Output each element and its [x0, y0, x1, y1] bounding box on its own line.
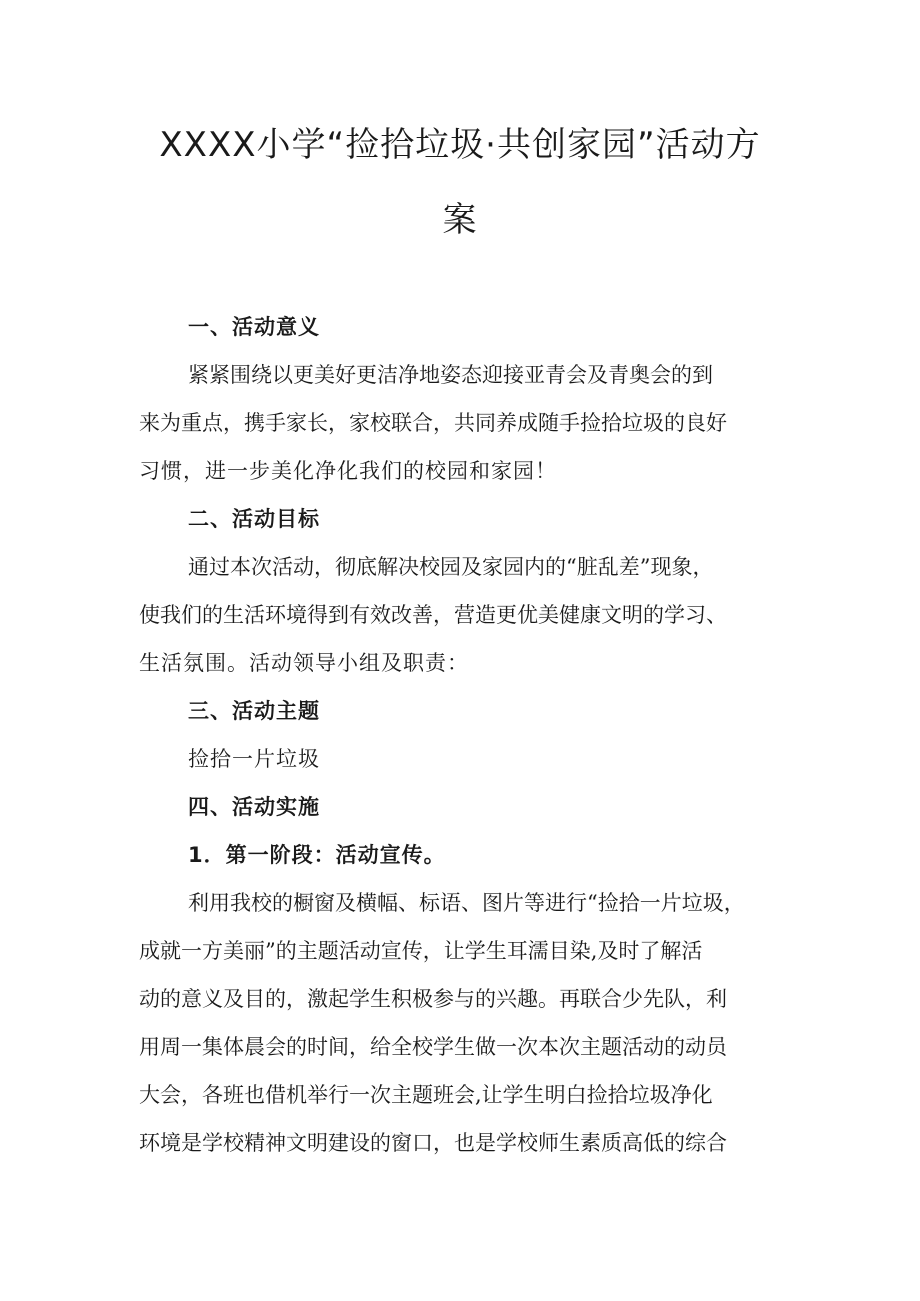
paragraph-line: 用周一集体晨会的时间，给全校学生做一次本次主题活动的动员	[139, 1035, 727, 1059]
section-heading-theme: 三、活动主题	[188, 699, 320, 723]
paragraph-line: 利用我校的橱窗及横幅、标语、图片等进行“捡拾一片垃圾，	[188, 891, 745, 915]
paragraph-line: 成就一方美丽”的主题活动宣传，让学生耳濡目染,及时了解活	[139, 939, 703, 963]
paragraph-line: 习惯，进一步美化净化我们的校园和家园！	[139, 459, 557, 483]
paragraph-line: 紧紧围绕以更美好更洁净地姿态迎接亚青会及青奥会的到	[188, 363, 713, 387]
section-heading-significance: 一、活动意义	[188, 315, 320, 339]
subheading-phase-one: 1．第一阶段：活动宣传。	[188, 843, 446, 867]
paragraph-line: 大会，各班也借机举行一次主题班会,让学生明白捡拾垃圾净化	[139, 1083, 713, 1107]
document-title-line-1: XXXX小学“捡拾垃圾·共创家园”活动方	[159, 125, 761, 165]
section-heading-implementation: 四、活动实施	[188, 795, 320, 819]
paragraph-line: 通过本次活动，彻底解决校园及家园内的“脏乱差”现象，	[188, 555, 714, 579]
paragraph-line: 使我们的生活环境得到有效改善，营造更优美健康文明的学习、	[139, 603, 727, 627]
paragraph-line: 来为重点，携手家长，家校联合，共同养成随手捡拾垃圾的良好	[139, 411, 727, 435]
section-heading-goals: 二、活动目标	[188, 507, 320, 531]
paragraph-line: 环境是学校精神文明建设的窗口，也是学校师生素质高低的综合	[139, 1131, 727, 1155]
paragraph-line: 动的意义及目的，激起学生积极参与的兴趣。再联合少先队，利	[139, 987, 727, 1011]
paragraph-line: 生活氛围。活动领导小组及职责：	[139, 651, 469, 675]
document-title-line-2: 案	[442, 200, 478, 240]
theme-text: 捡拾一片垃圾	[188, 747, 320, 771]
